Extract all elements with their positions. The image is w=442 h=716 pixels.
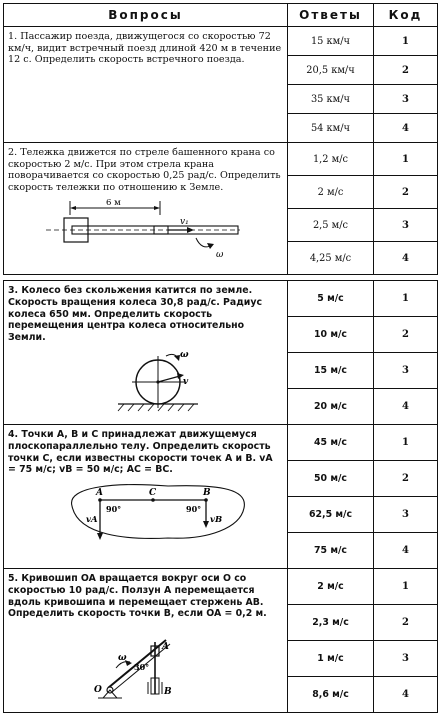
crank-point-b: B bbox=[164, 687, 172, 698]
question-1 bbox=[4, 27, 288, 143]
wheel-figure bbox=[8, 346, 284, 422]
velocity-b-label: vB bbox=[210, 515, 223, 526]
question-3 bbox=[4, 281, 288, 425]
code-3-3: 3 bbox=[374, 352, 438, 388]
question-2-text: 2. Тележка движется по стреле башенного крана со скоростью 2 м/с. При этом стрела крана поворачивается со скоростью 0,25 рад/с. Определить скорость тележки по отношению к Земле. bbox=[8, 147, 281, 193]
answer-2-4[interactable]: 4,25 м/с bbox=[288, 242, 374, 275]
answer-4-2[interactable]: 50 м/с bbox=[288, 460, 374, 496]
answer-2-1[interactable]: 1,2 м/с bbox=[288, 143, 374, 176]
question-5-text: 5. Кривошип OA вращается вокруг оси O со скоростью 10 рад/с. Ползун A перемещается вдоль кривошипа и перемещает стержень AB. Определить скорость точки B, если OA = 0,2 м. bbox=[8, 572, 267, 620]
crank-point-a: A bbox=[162, 642, 169, 653]
code-3-2: 2 bbox=[374, 316, 438, 352]
body-point-c: C bbox=[149, 488, 157, 499]
code-3-4: 4 bbox=[374, 388, 438, 424]
answer-3-4[interactable]: 20 м/с bbox=[288, 388, 374, 424]
answer-table-bottom bbox=[3, 280, 438, 713]
answer-4-3[interactable]: 62,5 м/с bbox=[288, 496, 374, 532]
answer-5-1[interactable]: 2 м/с bbox=[288, 568, 374, 604]
code-3-1: 1 bbox=[374, 281, 438, 317]
code-4-2: 2 bbox=[374, 460, 438, 496]
code-1-2: 2 bbox=[374, 56, 438, 85]
code-5-4: 4 bbox=[374, 676, 438, 712]
code-2-3: 3 bbox=[374, 209, 438, 242]
crank-figure bbox=[8, 622, 284, 700]
code-1-1: 1 bbox=[374, 27, 438, 56]
crane-velocity-label: v₁ bbox=[180, 217, 189, 228]
code-5-1: 1 bbox=[374, 568, 438, 604]
question-4-text: 4. Точки A, B и C принадлежат движущемуся плоскопараллельно телу. Определить скорость точки C, если известны скорости точек A и B. vA = 75 м/с; vB = 50 м/с; AC = BC. bbox=[8, 428, 273, 476]
answer-4-4[interactable]: 75 м/с bbox=[288, 532, 374, 568]
velocity-a-label: vA bbox=[86, 515, 98, 526]
wheel-velocity-label: v bbox=[183, 376, 189, 387]
code-2-1: 1 bbox=[374, 143, 438, 176]
answer-3-2[interactable]: 10 м/с bbox=[288, 316, 374, 352]
question-1-text: 1. Пассажир поезда, движущегося со скоростью 72 км/ч, видит встречный поезд длиной 420 м в течение 12 с. Определить скорость встречного поезда. bbox=[8, 31, 282, 66]
body-figure bbox=[8, 478, 284, 552]
answer-5-3[interactable]: 1 м/с bbox=[288, 640, 374, 676]
code-5-2: 2 bbox=[374, 604, 438, 640]
answer-2-3[interactable]: 2,5 м/с bbox=[288, 209, 374, 242]
code-4-4: 4 bbox=[374, 532, 438, 568]
wheel-omega-label: ω bbox=[180, 349, 189, 360]
code-2-4: 4 bbox=[374, 242, 438, 275]
crank-omega-label: ω bbox=[118, 653, 127, 664]
answer-table-top bbox=[3, 3, 438, 275]
crank-angle-label: 30° bbox=[134, 662, 150, 673]
code-2-2: 2 bbox=[374, 176, 438, 209]
question-4 bbox=[4, 424, 288, 568]
answer-5-4[interactable]: 8,6 м/с bbox=[288, 676, 374, 712]
crane-omega-label: ω bbox=[216, 250, 224, 261]
angle-a-label: 90° bbox=[106, 504, 122, 515]
crane-length-label: 6 м bbox=[106, 198, 121, 209]
answer-3-1[interactable]: 5 м/с bbox=[288, 281, 374, 317]
header-code: Код bbox=[374, 4, 438, 27]
answer-1-1[interactable]: 15 км/ч bbox=[288, 27, 374, 56]
code-5-3: 3 bbox=[374, 640, 438, 676]
answer-3-3[interactable]: 15 м/с bbox=[288, 352, 374, 388]
header-answers: Ответы bbox=[288, 4, 374, 27]
question-2 bbox=[4, 143, 288, 275]
body-point-a: A bbox=[96, 488, 103, 499]
crane-figure bbox=[8, 195, 284, 263]
answer-1-3[interactable]: 35 км/ч bbox=[288, 85, 374, 114]
code-1-3: 3 bbox=[374, 85, 438, 114]
answer-4-1[interactable]: 45 м/с bbox=[288, 424, 374, 460]
code-1-4: 4 bbox=[374, 114, 438, 143]
answer-2-2[interactable]: 2 м/с bbox=[288, 176, 374, 209]
body-point-b: B bbox=[203, 488, 211, 499]
crank-point-o: O bbox=[94, 685, 102, 696]
question-3-text: 3. Колесо без скольжения катится по земле. Скорость вращения колеса 30,8 рад/с. Радиус колеса 650 мм. Определить скорость перемещения центра колеса относительно Земли. bbox=[8, 285, 263, 344]
answer-1-4[interactable]: 54 км/ч bbox=[288, 114, 374, 143]
angle-b-label: 90° bbox=[186, 504, 202, 515]
code-4-1: 1 bbox=[374, 424, 438, 460]
code-4-3: 3 bbox=[374, 496, 438, 532]
answer-1-2[interactable]: 20,5 км/ч bbox=[288, 56, 374, 85]
question-5 bbox=[4, 568, 288, 712]
answer-5-2[interactable]: 2,3 м/с bbox=[288, 604, 374, 640]
header-questions: Вопросы bbox=[4, 4, 288, 27]
